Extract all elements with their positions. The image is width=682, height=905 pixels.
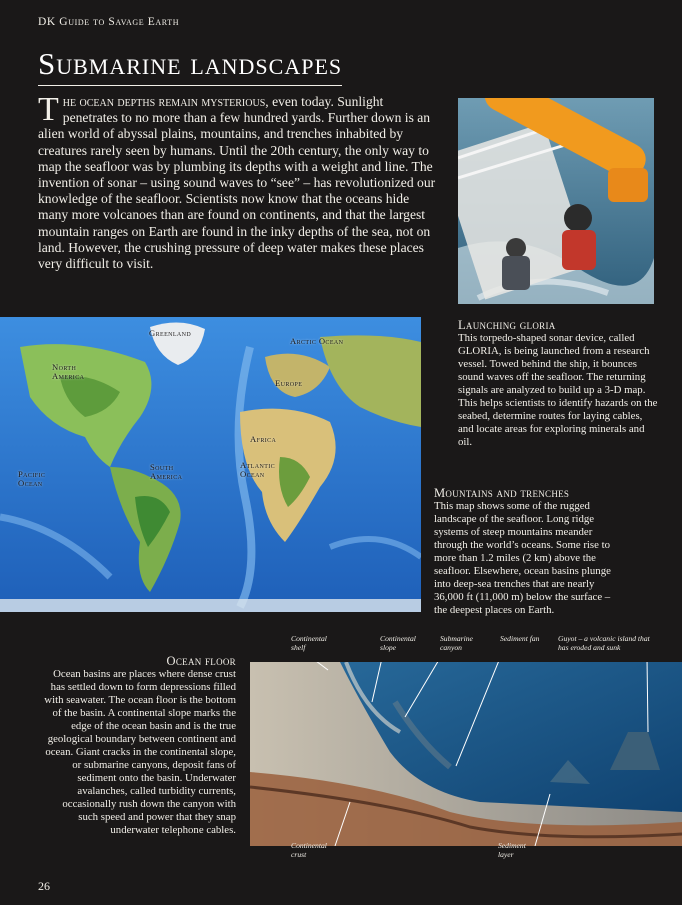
map-label-south-america: South America	[150, 462, 183, 481]
diagram-label-submarine-canyon: Submarine canyon	[440, 634, 473, 652]
ocean-floor-diagram	[250, 662, 682, 846]
diagram-label-continental-shelf: Continental shelf	[291, 634, 327, 652]
diagram-label-guyot: Guyot – a volcanic island that has eroded and sunk	[558, 634, 650, 652]
running-header: DK Guide to Savage Earth	[38, 16, 180, 28]
seafloor-map	[0, 317, 421, 612]
map-label-pacific-ocean: Pacific Ocean	[18, 469, 46, 488]
mountains-caption	[434, 487, 626, 617]
map-label-europe: Europe	[275, 378, 303, 388]
drop-cap: T	[38, 91, 59, 128]
diagram-label-sediment-layer: Sediment layer	[498, 841, 526, 859]
map-label-greenland: Greenland	[149, 328, 192, 338]
diagram-label-sediment-fan: Sediment fan	[500, 634, 540, 643]
gloria-photo	[458, 98, 654, 304]
intro-lead: he ocean depths remain mysterious,	[62, 94, 269, 109]
gloria-photo-illustration	[458, 98, 654, 304]
intro-body: even today. Sunlight penetrates to no more than a few hundred yards. Further down is an alien world of abyssal plains, mountains, and trenches inhabited by creatures rarely seen by humans. Until the 20th century, the only way to map the seafloor was by plumbing its depths with a weight and line. The invention of sonar – using sound waves to “see” – has revolutionized our knowledge of the seafloor. Scientists now know that the oceans hide many more volcanoes than are found on continents, and that the largest mountain ranges on Earth are found in the inky depths of the sea, not on land. However, the crushing pressure of deep water makes these places very difficult to visit.	[38, 94, 436, 272]
mountains-text: This map shows some of the rugged landscape of the seafloor. Long ridge systems of steep mountains meander through the world’s oceans. Some rise to more than 1.2 miles (2 km) above the seafloor. Elsewhere, ocean basins plunge into deep-sea trenches that are nearly 36,000 ft (11,000 m) below the surface – the deepest places on Earth.	[434, 500, 611, 616]
gloria-text: This torpedo-shaped sonar device, called GLORIA, is being launched from a research vessel. Towed behind the ship, it bounces sound waves off the seafloor. The returning signals are analyzed to build up a 3-D map. This helps scientists to identify hazards on the seabed, determine routes for laying cables, and locate areas for exploring minerals and oil.	[458, 332, 658, 448]
gloria-heading: Launching gloria	[458, 318, 556, 332]
map-label-africa: Africa	[250, 434, 277, 444]
map-label-north-america: North America	[52, 362, 85, 381]
intro-paragraph	[38, 91, 438, 272]
page-number: 26	[38, 879, 50, 893]
map-label-arctic-ocean: Arctic Ocean	[290, 336, 344, 346]
gloria-caption	[458, 319, 658, 449]
diagram-label-continental-slope: Continental slope	[380, 634, 416, 652]
ocean-floor-caption	[40, 655, 236, 837]
ocean-floor-text: Ocean basins are places where dense crust has settled down to form depressions filled with seawater. The ocean floor is the bottom of the basin. A continental slope marks the edge of the ocean basin and is the true geological boundary between continent and ocean. Giant cracks in the continental slope, or submarine canyons, deposit fans of sediment onto the basin. Underwater avalanches, called turbidity currents, occasionally rush down the canyon with such speed and power that they snap underwater telephone cables.	[44, 668, 236, 836]
diagram-label-continental-crust: Continental crust	[291, 841, 327, 859]
map-label-atlantic-ocean: Atlantic Ocean	[240, 460, 276, 479]
ocean-floor-heading: Ocean floor	[166, 654, 236, 668]
page-title: Submarine landscapes	[38, 46, 342, 86]
mountains-heading: Mountains and trenches	[434, 486, 570, 500]
diagram-pointer-lines	[250, 662, 682, 846]
